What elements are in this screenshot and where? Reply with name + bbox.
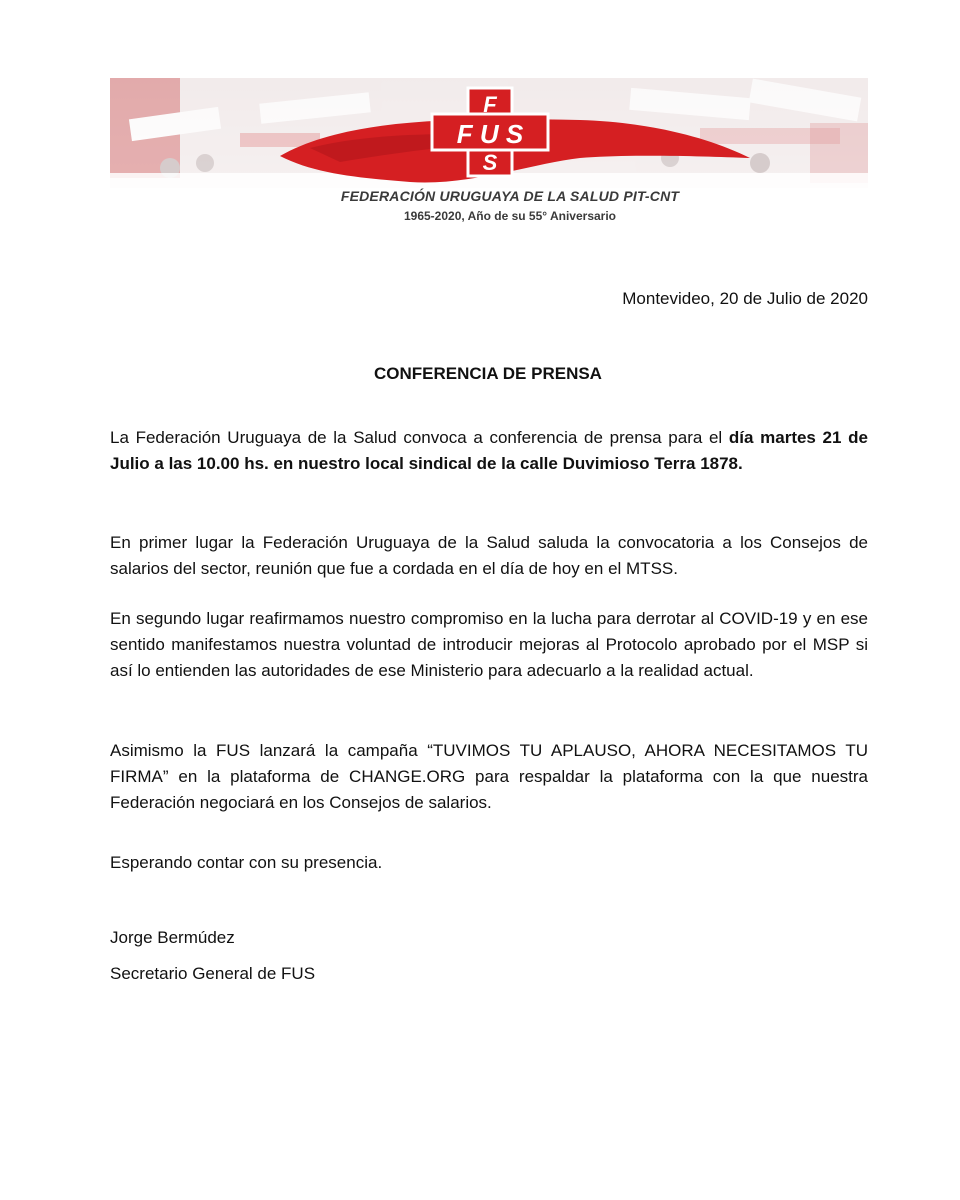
anniversary-line: 1965-2020, Año de su 55° Aniversario [403, 209, 616, 223]
letterhead-banner [110, 78, 868, 228]
closing-line: Esperando contar con su presencia. [110, 853, 383, 872]
announcement-details: día martes 21 de Julio a las 10.00 hs. en nuestro local sindical de la calle Duvimioso Terra 1878. [110, 428, 868, 473]
organization-name: FEDERACIÓN URUGUAYA DE LA SALUD PIT-CNT [340, 188, 680, 204]
paragraph-announcement [110, 425, 868, 477]
announcement-text: La Federación Uruguaya de la Salud convoca a conferencia de prensa para el [110, 428, 729, 447]
date-line: Montevideo, 20 de Julio de 2020 [622, 289, 868, 308]
svg-text:S: S [482, 150, 498, 175]
svg-text:F: F [483, 92, 497, 117]
paragraph-campaign: Asimismo la FUS lanzará la campaña “TUVIMOS TU APLAUSO, AHORA NECESITAMOS TU FIRMA” en la plataforma de CHANGE.ORG para respaldar la plataforma con la que nuestra Federación negociará en los Consejos de salarios. [110, 741, 868, 812]
paragraph-salary-councils: En primer lugar la Federación Uruguaya de la Salud saluda la convocatoria a los Consejos de salarios del sector, reunión que fue a cordada en el día de hoy en el MTSS. [110, 533, 868, 578]
signer-role: Secretario General de FUS [110, 964, 316, 983]
signer-name: Jorge Bermúdez [110, 928, 235, 947]
letterhead-graphic [110, 78, 868, 228]
document-title: CONFERENCIA DE PRENSA [374, 364, 602, 383]
svg-text:F U S: F U S [456, 119, 524, 149]
paragraph-covid-commitment: En segundo lugar reafirmamos nuestro compromiso en la lucha para derrotar al COVID-19 y en ese sentido manifestamos nuestra voluntad de introducir mejoras al Protocolo aprobado por el MSP si así lo entienden las autoridades de ese Ministerio para adecuarlo a la realidad actual. [110, 609, 868, 680]
